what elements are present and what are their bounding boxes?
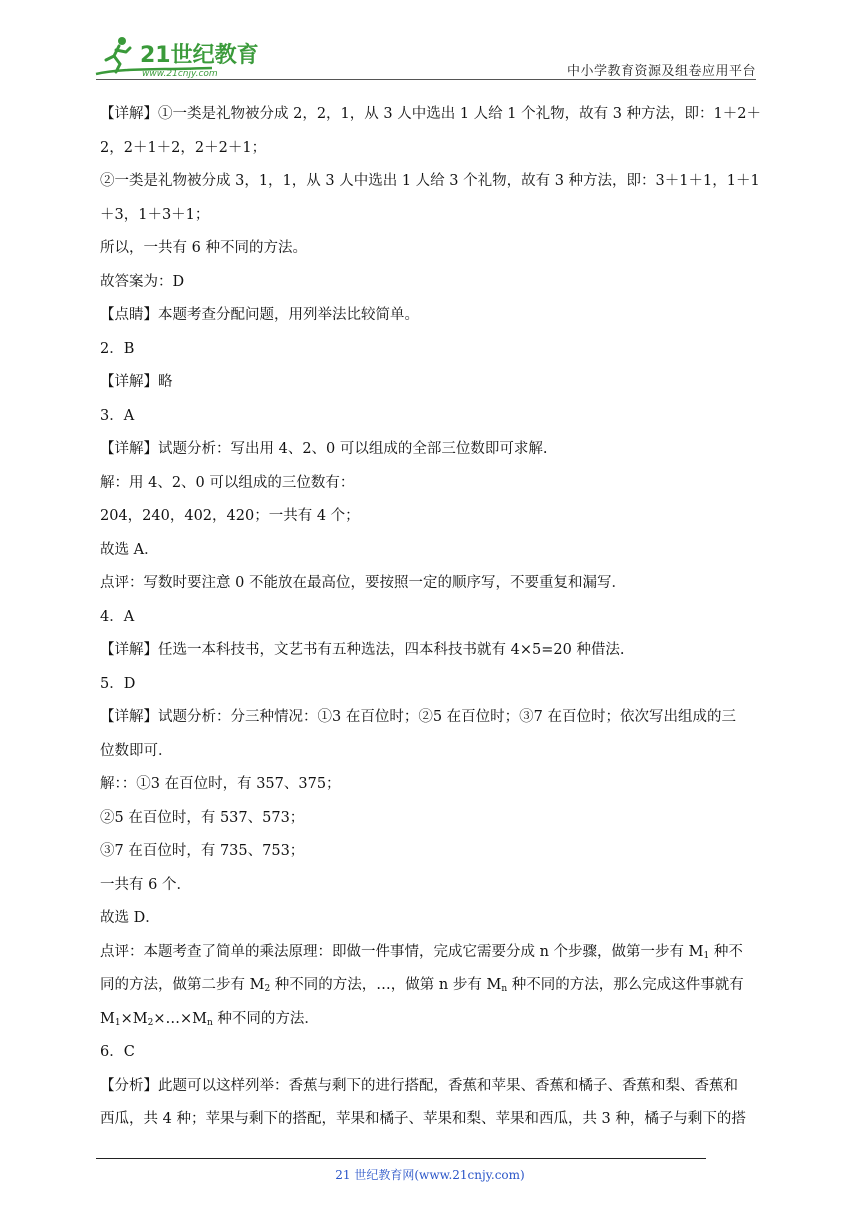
text-line: 故选 D． (100, 910, 160, 926)
question-number: 3．A (100, 407, 135, 424)
text-line: 【点睛】本题考查分配问题，用列举法比较简单。 (100, 307, 419, 323)
text-line: 位数即可． (100, 742, 173, 759)
runner-logo-icon (92, 34, 262, 80)
text-line: 【详解】试题分析：分三种情况：①3 在百位时；②5 在百位时；③7 在百位时；依次写出组成的三 (100, 709, 736, 725)
question-number: 2．B (100, 340, 135, 357)
text-line: ③7 在百位时，有 735、753； (100, 843, 305, 859)
text-line: ②5 在百位时，有 537、573； (100, 809, 305, 826)
multiplication-note-line-2: 同的方法，做第二步有 $M_2$ 种不同的方法，…，做第 n 步有 $M_n$ 种不同的方法，那么完成这件事就有 (100, 977, 744, 994)
text-line: 解：：①3 在百位时，有 357、375； (100, 776, 341, 792)
page-header (0, 0, 860, 90)
header-divider (96, 79, 756, 80)
text-line: 一共有 6 个． (100, 876, 191, 893)
text-line: 【详解】试题分析：写出用 4、2、0 可以组成的全部三位数即可求解. (100, 441, 548, 457)
text-line: ②一类是礼物被分成 3，1，1，从 3 人中选出 1 人给 3 个礼物，故有 3 种方法，即：3＋1＋1，1＋1 (100, 173, 760, 189)
answer-content (100, 98, 765, 1137)
text-line: 所以，一共有 6 种不同的方法。 (100, 240, 307, 256)
text-line: 【分析】此题可以这样列举：香蕉与剩下的进行搭配，香蕉和苹果、香蕉和橘子、香蕉和梨、香蕉和 (100, 1077, 738, 1094)
logo-text: 21世纪教育 (140, 43, 259, 68)
text-line: 【详解】任选一本科技书，文艺书有五种选法，四本科技书就有 4×5=20 种借法. (100, 642, 625, 658)
text-line: 点评：写数时要注意 0 不能放在最高位，要按照一定的顺序写，不要重复和漏写． (100, 575, 626, 591)
question-number: 5．D (100, 675, 136, 692)
logo-url: www.21cnjy.com (142, 69, 218, 79)
platform-name: 中小学教育资源及组卷应用平台 (566, 64, 756, 79)
multiplication-note-line-1: 点评：本题考查了简单的乘法原理：即做一件事情，完成它需要分成 n 个步骤，做第一步有 $M_1$ 种不 (100, 943, 743, 961)
text-line: 【详解】略 (100, 374, 173, 390)
multiplication-note-line-3: $M_1\times M_2\times\dots\times M_n$ 种不同的方法． (100, 1010, 319, 1028)
footer-divider (96, 1158, 706, 1159)
text-line: 【详解】①一类是礼物被分成 2，2，1，从 3 人中选出 1 人给 1 个礼物，故有 3 种方法，即：1＋2＋ (100, 106, 762, 122)
text-line: 2，2＋1＋2，2＋2＋1； (100, 139, 267, 156)
text-line: 西瓜，共 4 种；苹果与剩下的搭配，苹果和橘子、苹果和梨、苹果和西瓜，共 3 种，橘子与剩下的搭 (100, 1111, 746, 1127)
text-line: 故答案为：D (100, 273, 185, 290)
text-line: 故选 A． (100, 541, 159, 558)
footer-link[interactable]: 21 世纪教育网(www.21cnjy.com) (335, 1168, 525, 1182)
text-line: ＋3，1＋3＋1； (100, 206, 210, 223)
text-line: 204，240，402，420；一共有 4 个； (100, 508, 360, 524)
site-logo[interactable] (92, 34, 262, 80)
text-line: 解：用 4、2、0 可以组成的三位数有： (100, 474, 355, 491)
question-number: 4．A (100, 608, 135, 625)
question-number: 6．C (100, 1044, 135, 1060)
